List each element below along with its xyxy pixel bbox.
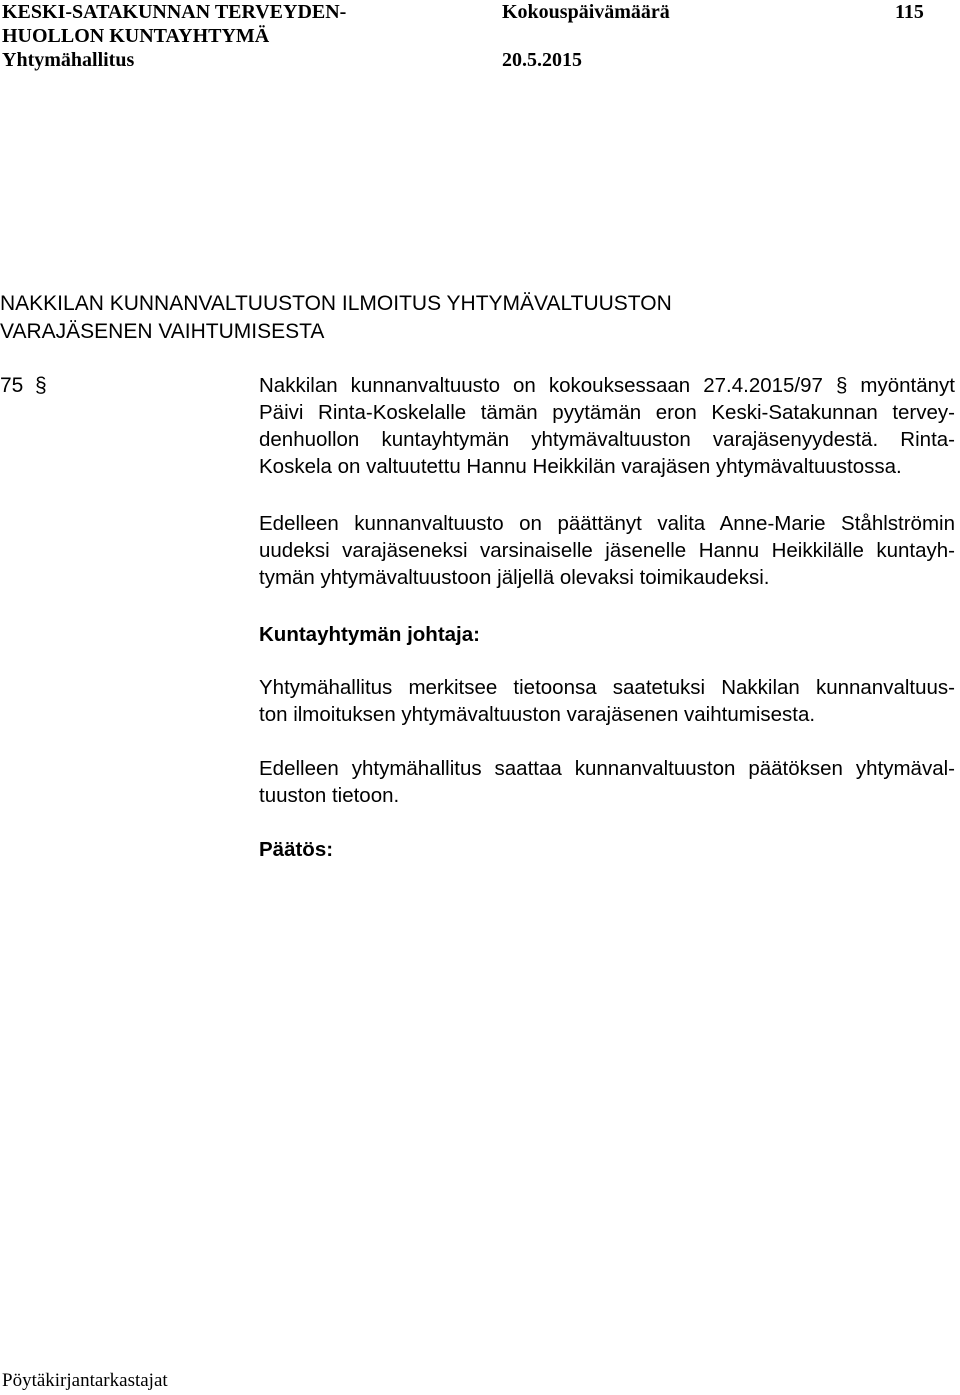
paragraph-line: tuuston tietoon. — [259, 784, 400, 807]
header-page-number — [895, 0, 924, 24]
paragraph-line: tymän yhtymävaltuustoon jäljellä olevaksi toimikaudeksi. — [259, 566, 770, 589]
paragraph-line: Edelleen kunnanvaltuusto on päättänyt valita Anne-Marie Ståhlströmin — [259, 512, 955, 535]
section-mark: § — [35, 374, 47, 397]
header-organization — [2, 0, 346, 72]
paragraph-proposal-continued — [259, 755, 955, 809]
paragraph-line: Edelleen yhtymähallitus saattaa kunnanvaltuuston päätöksen yhtymäval- — [259, 757, 955, 780]
paragraph-election — [259, 510, 955, 591]
title-line1: NAKKILAN KUNNANVALTUUSTON ILMOITUS YHTYMÄVALTUUSTON — [0, 292, 672, 315]
body-name: Yhtymähallitus — [2, 49, 135, 71]
heading-director: Kuntayhtymän johtaja: — [259, 623, 480, 646]
paragraph-line: Päivi Rinta-Koskelalle tämän pyytämän eron Keski-Satakunnan tervey- — [259, 401, 955, 424]
org-name-line2: HUOLLON KUNTAYHTYMÄ — [2, 25, 270, 47]
paragraph-line: Koskela on valtuutettu Hannu Heikkilän varajäsen yhtymävaltuustossa. — [259, 455, 902, 478]
paragraph-line: Yhtymähallitus merkitsee tietoonsa saatetuksi Nakkilan kunnanvaltuus- — [259, 676, 955, 699]
paragraph-line: Nakkilan kunnanvaltuusto on kokouksessaan 27.4.2015/97 § myöntänyt — [259, 374, 955, 397]
paragraph-line: uudeksi varajäseneksi varsinaiselle jäsenelle Hannu Heikkilälle kuntayh- — [259, 539, 955, 562]
date-value: 20.5.2015 — [502, 49, 582, 71]
document-title — [0, 290, 672, 346]
date-label: Kokouspäivämäärä — [502, 1, 670, 23]
paragraph-line: denhuollon kuntayhtymän yhtymävaltuuston varajäsenyydestä. Rinta- — [259, 428, 955, 451]
page-number: 115 — [895, 1, 924, 23]
header-meeting-date — [502, 0, 670, 72]
paragraph-background — [259, 372, 955, 480]
footer-minutes-checkers: Pöytäkirjantarkastajat — [2, 1370, 168, 1391]
paragraph-proposal — [259, 674, 955, 728]
title-line2: VARAJÄSENEN VAIHTUMISESTA — [0, 320, 325, 343]
paragraph-line: ton ilmoituksen yhtymävaltuuston varajäsenen vaihtumisesta. — [259, 703, 816, 726]
item-number: 75 — [0, 374, 24, 397]
org-name-line1: KESKI-SATAKUNNAN TERVEYDEN- — [2, 1, 347, 23]
heading-decision: Päätös: — [259, 838, 334, 861]
